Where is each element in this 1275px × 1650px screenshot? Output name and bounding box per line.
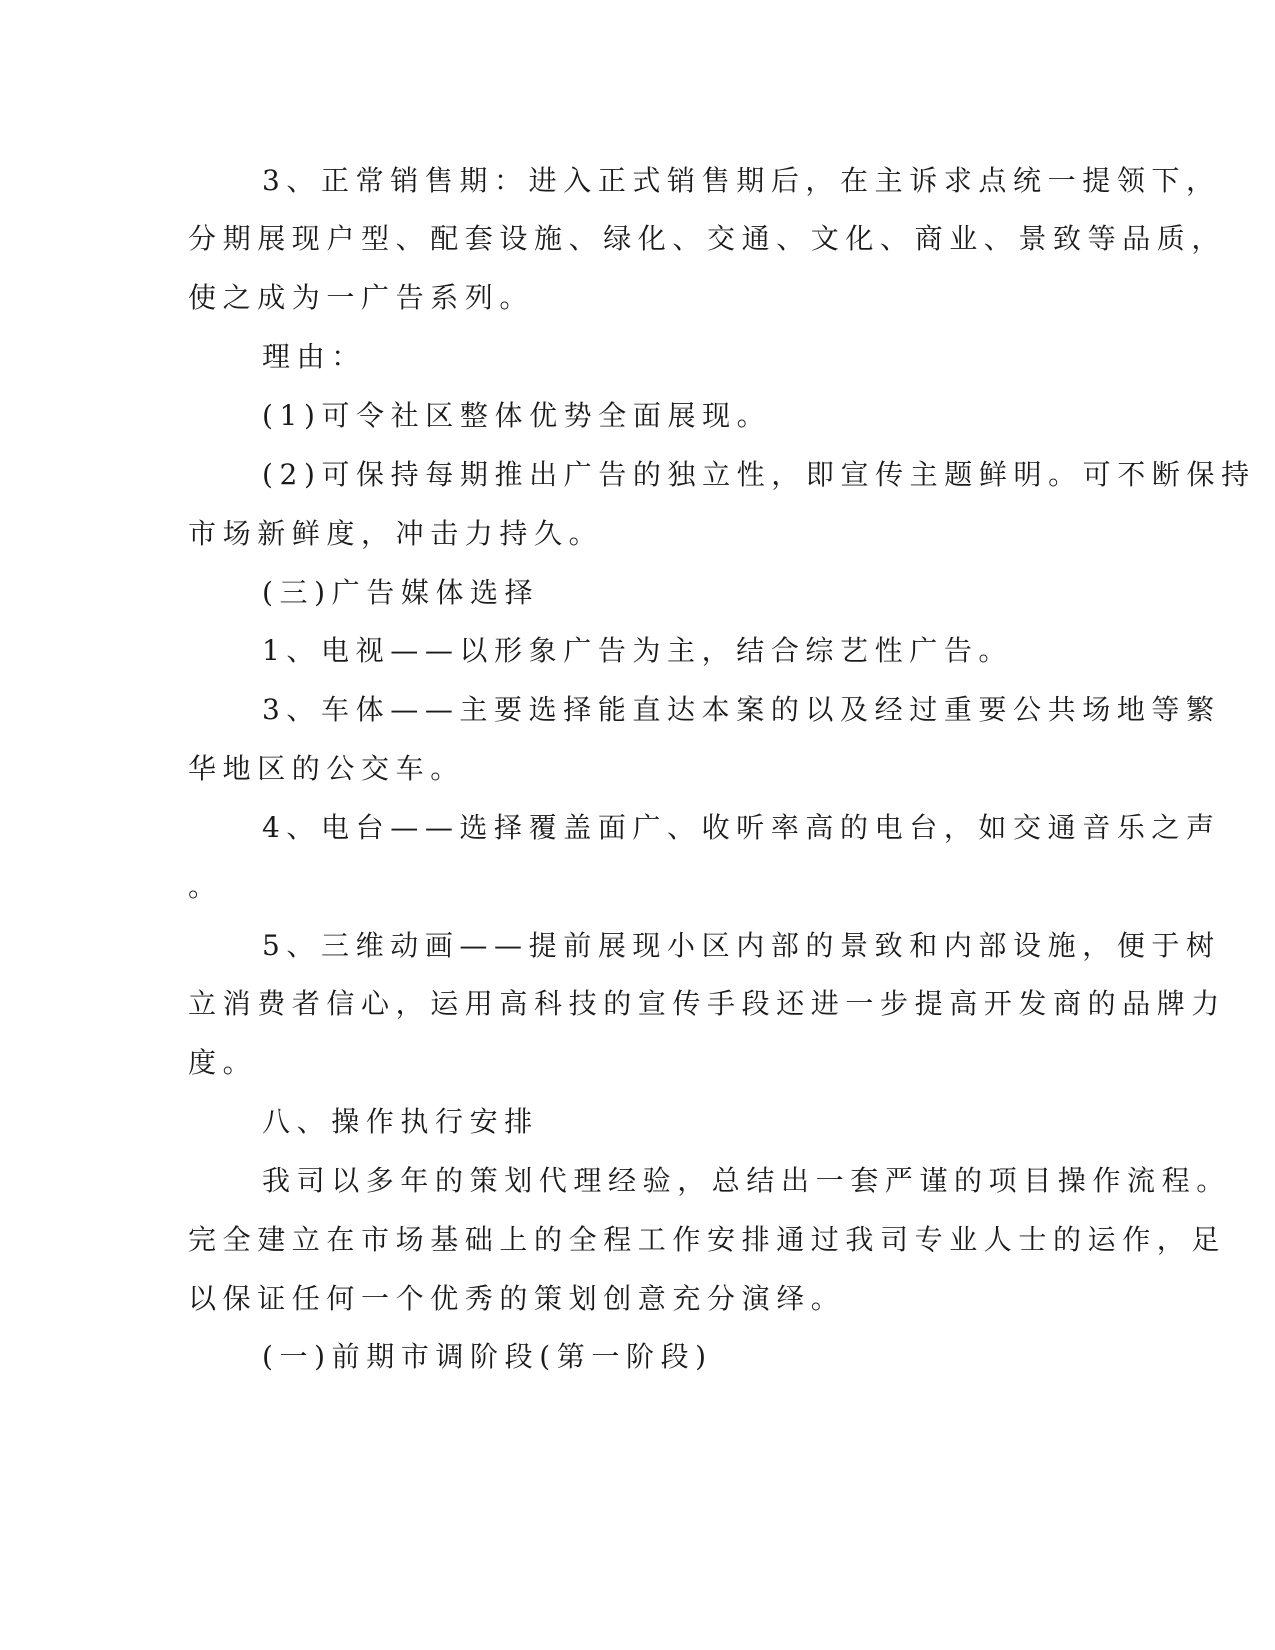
paragraph-line: 完全建立在市场基础上的全程工作安排通过我司专业人士的运作，足 (188, 1223, 1227, 1256)
paragraph-line: 度。 (188, 1046, 258, 1079)
paragraph-line: 华地区的公交车。 (188, 752, 465, 785)
paragraph-line: 理由： (262, 340, 366, 373)
paragraph-line: 市场新鲜度，冲击力持久。 (188, 517, 604, 550)
section-heading: (一)前期市调阶段(第一阶段) (262, 1340, 713, 1373)
paragraph-line: 分期展现户型、配套设施、绿化、交通、文化、商业、景致等品质， (188, 222, 1227, 255)
paragraph-line: 1、电视——以形象广告为主，结合综艺性广告。 (262, 634, 1014, 667)
paragraph-line: 使之成为一广告系列。 (188, 281, 535, 314)
paragraph-line: 立消费者信心，运用高科技的宣传手段还进一步提高开发商的品牌力 (188, 987, 1227, 1020)
paragraph-line: 我司以多年的策划代理经验，总结出一套严谨的项目操作流程。 (262, 1164, 1231, 1197)
paragraph-line: 3、正常销售期：进入正式销售期后，在主诉求点统一提领下， (262, 164, 1221, 197)
paragraph-line: (2)可保持每期推出广告的独立性，即宣传主题鲜明。可不断保持 (262, 458, 1256, 491)
paragraph-line: 3、车体——主要选择能直达本案的以及经过重要公共场地等繁 (262, 693, 1221, 726)
section-heading: (三)广告媒体选择 (262, 576, 540, 609)
section-heading: 八、操作执行安排 (262, 1105, 539, 1138)
paragraph-line: 5、三维动画——提前展现小区内部的景致和内部设施，便于树 (262, 929, 1221, 962)
paragraph-line: (1)可令社区整体优势全面展现。 (262, 399, 772, 432)
paragraph-line: 。 (188, 870, 223, 903)
paragraph-line: 以保证任何一个优秀的策划创意充分演绎。 (188, 1282, 846, 1315)
paragraph-line: 4、电台——选择覆盖面广、收听率高的电台，如交通音乐之声 (262, 811, 1221, 844)
